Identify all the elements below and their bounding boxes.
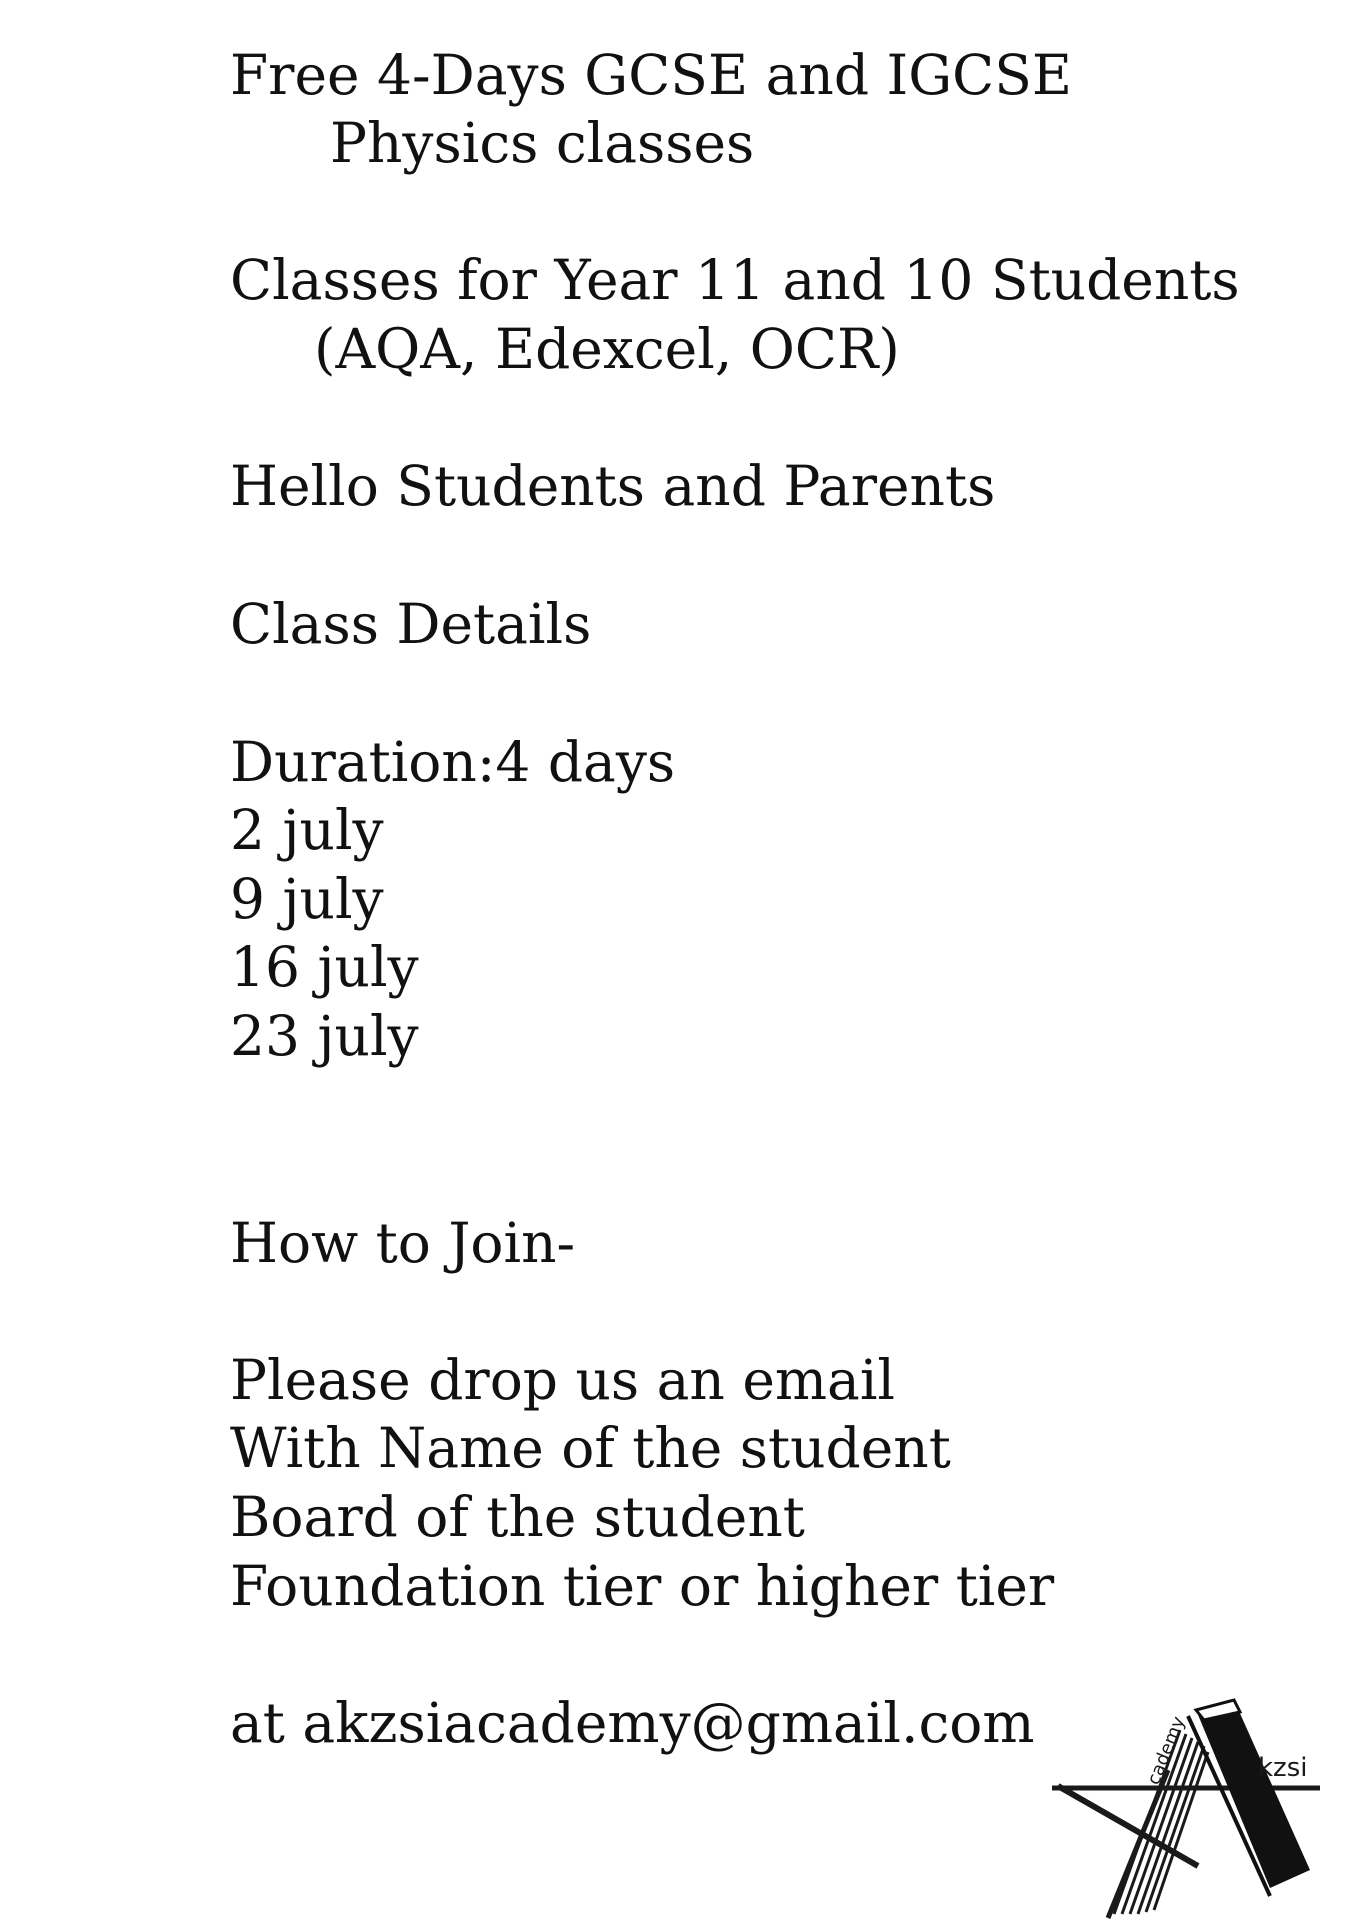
contact-email: at akzsiacademy@gmail.com bbox=[230, 1691, 1035, 1755]
duration: Duration:4 days bbox=[230, 730, 676, 794]
instruction-item: With Name of the student bbox=[230, 1416, 951, 1480]
instruction-item: Foundation tier or higher tier bbox=[230, 1554, 1055, 1618]
subtitle-line-1: Classes for Year 11 and 10 Students bbox=[230, 248, 1240, 312]
logo-text-main: kzsi bbox=[1258, 1753, 1308, 1783]
how-to-join-heading: How to Join- bbox=[230, 1211, 576, 1275]
date-item: 2 july bbox=[230, 798, 384, 862]
date-item: 16 july bbox=[230, 935, 419, 999]
akzsi-academy-logo-icon bbox=[1048, 1690, 1328, 1920]
logo-text-side: cademy bbox=[1143, 1713, 1190, 1788]
instruction-item: Board of the student bbox=[230, 1485, 805, 1549]
title-line-1: Free 4-Days GCSE and IGCSE bbox=[230, 43, 1073, 107]
class-details-heading: Class Details bbox=[230, 592, 592, 656]
date-item: 9 july bbox=[230, 867, 384, 931]
subtitle-boards: (AQA, Edexcel, OCR) bbox=[314, 317, 900, 381]
title-line-2: Physics classes bbox=[330, 111, 755, 175]
instruction-item: Please drop us an email bbox=[230, 1348, 895, 1412]
greeting: Hello Students and Parents bbox=[230, 454, 996, 518]
date-item: 23 july bbox=[230, 1004, 419, 1068]
